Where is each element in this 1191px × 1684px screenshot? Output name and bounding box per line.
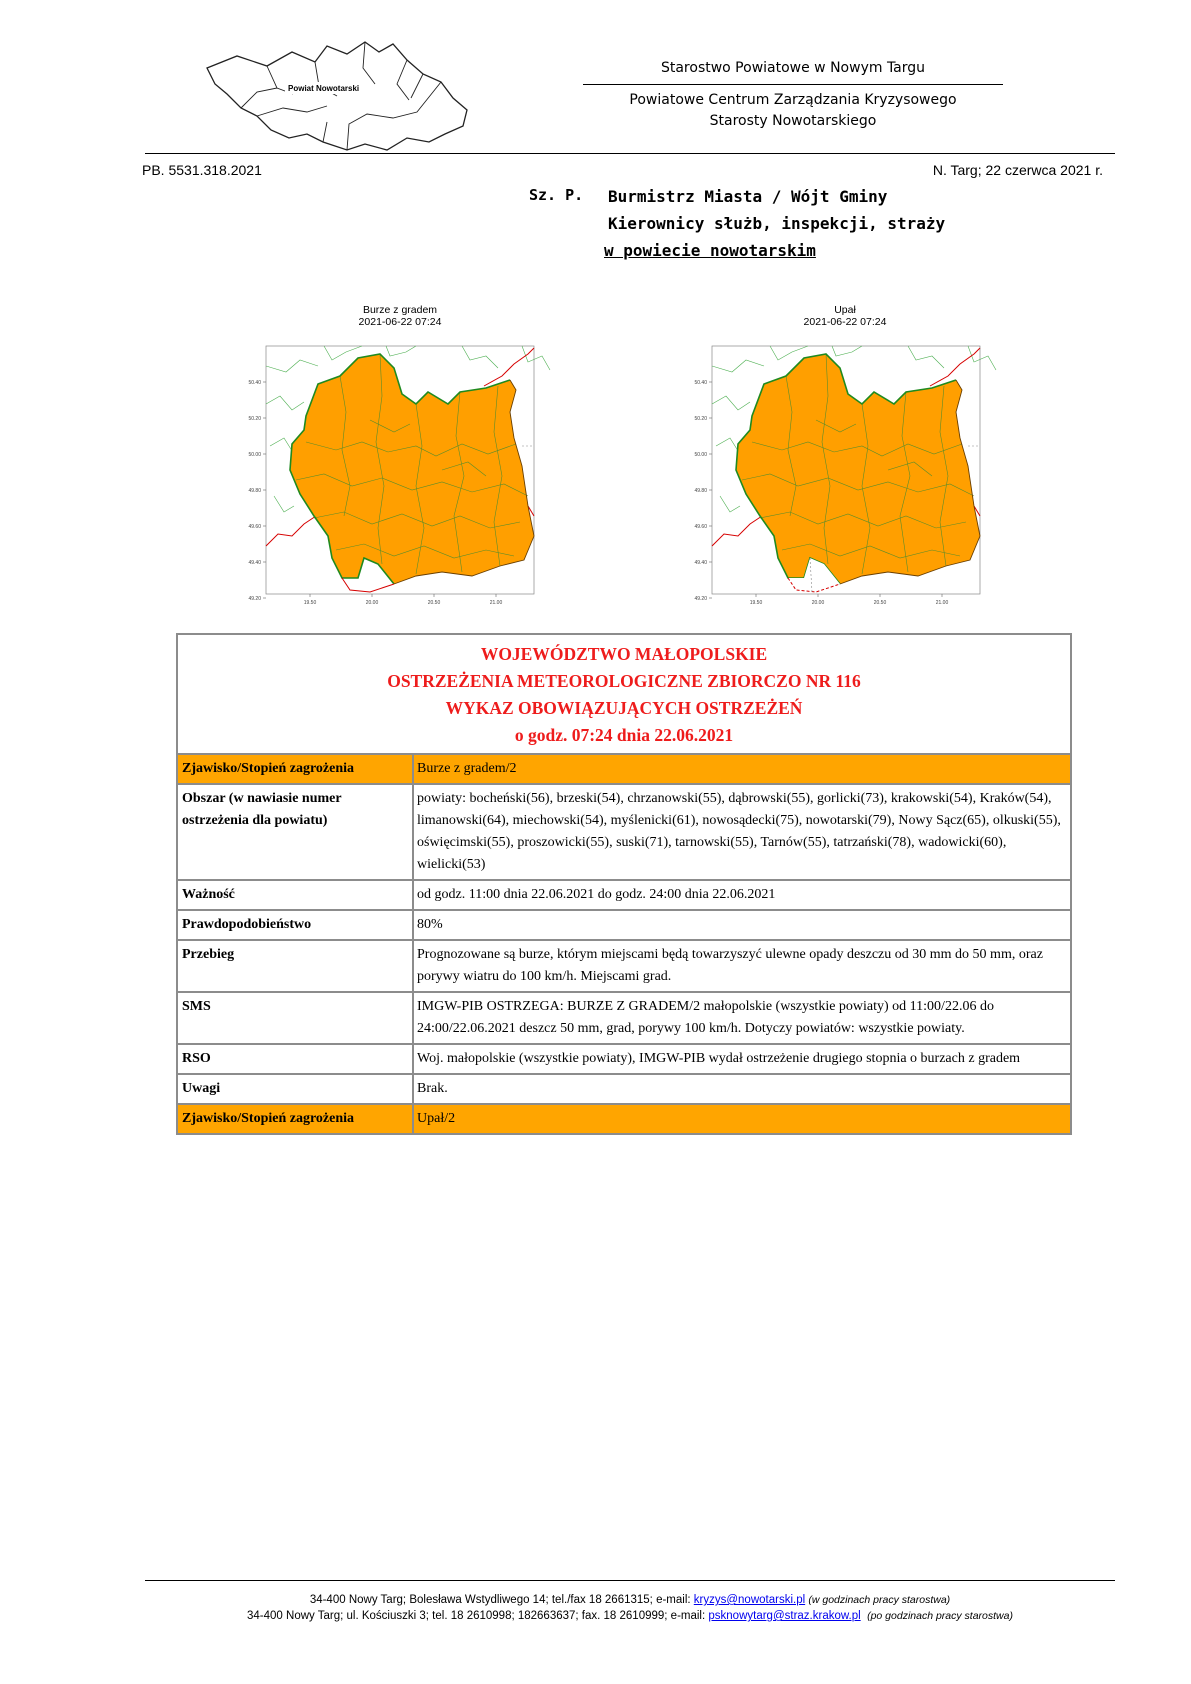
powiat-nowotarski-logo bbox=[197, 38, 487, 153]
row-label: Przebieg bbox=[178, 941, 414, 991]
row-label: Zjawisko/Stopień zagrożenia bbox=[178, 755, 414, 783]
x-tick-label: 19.50 bbox=[303, 600, 317, 606]
warning-heading-time: o godz. 07:24 dnia 22.06.2021 bbox=[514, 725, 734, 745]
row-value: Woj. małopolskie (wszystkie powiaty), IMGW-PIB wydał ostrzeżenie drugiego stopnia o burzach z gradem bbox=[417, 1051, 1021, 1066]
warning-rows bbox=[178, 753, 1070, 1133]
row-value: od godz. 11:00 dnia 22.06.2021 do godz. 24:00 dnia 22.06.2021 bbox=[417, 887, 776, 902]
table-row bbox=[178, 1043, 1070, 1073]
table-row bbox=[178, 753, 1070, 783]
footer-email-1[interactable]: kryzys@nowotarski.pl bbox=[693, 1594, 806, 1606]
department-line-1: Powiatowe Centrum Zarządzania Kryzysowego bbox=[629, 92, 957, 108]
row-value: Prognozowane są burze, którym miejscami będą towarzyszyć ulewne opady deszczu od 30 mm do 50 mm, oraz porywy wiatru do 100 km/h. Miejscami grad. bbox=[417, 947, 1043, 984]
footer-address-2: 34-400 Nowy Targ; ul. Kościuszki 3; tel. 18 2610998; 182663637; fax. 18 2610999; e-mail: bbox=[247, 1610, 709, 1622]
footer-line-2 bbox=[145, 1608, 1115, 1624]
y-tick-label: 49.60 bbox=[694, 524, 707, 530]
y-tick-label: 50.40 bbox=[694, 380, 707, 386]
reference-number: PB. 5531.318.2021 bbox=[142, 162, 262, 178]
table-row bbox=[178, 1103, 1070, 1133]
table-row bbox=[178, 909, 1070, 939]
org-name: Starostwo Powiatowe w Nowym Targu bbox=[660, 60, 926, 76]
department-line-2: Starosty Nowotarskiego bbox=[709, 113, 877, 129]
y-tick-label: 50.00 bbox=[248, 452, 261, 458]
y-tick-label: 50.00 bbox=[694, 452, 707, 458]
warning-map-thunderstorms bbox=[244, 342, 559, 624]
addressee-line-3: w powiecie nowotarskim bbox=[604, 241, 816, 260]
warning-heading-bulletin: OSTRZEŻENIA METEOROLOGICZNE ZBIORCZO NR 116 bbox=[387, 671, 861, 691]
y-tick-label: 49.20 bbox=[248, 596, 261, 602]
row-label: RSO bbox=[178, 1045, 414, 1073]
table-row bbox=[178, 939, 1070, 991]
footer-line-1 bbox=[145, 1592, 1115, 1608]
map-2-title-text: Upał bbox=[834, 304, 856, 316]
row-value: Brak. bbox=[417, 1081, 448, 1096]
table-row bbox=[178, 879, 1070, 909]
row-value: powiaty: bocheński(56), brzeski(54), chrzanowski(55), dąbrowski(55), gorlicki(73), krakowski(54), Kraków(54), limanowski(64), miechowski(54), myślenicki(61), nowosądecki(75), nowotarski(79), Nowy Sącz(65), olkuski(55), oświęcimski(55), proszowicki(55), suski(71), tarnowski(55), Tarnów(55), tatrzański(78), wadowicki(60), wielicki(53) bbox=[417, 791, 1061, 872]
row-label: Prawdopodobieństwo bbox=[178, 911, 414, 939]
footer-note-2: (po godzinach pracy starostwa) bbox=[867, 1610, 1013, 1622]
y-tick-label: 50.40 bbox=[248, 380, 261, 386]
footer-address-1: 34-400 Nowy Targ; Bolesława Wstydliwego 14; tel./fax 18 2661315; e-mail: bbox=[309, 1594, 694, 1606]
map-1-title-text: Burze z gradem bbox=[362, 304, 438, 316]
map-2-timestamp: 2021-06-22 07:24 bbox=[803, 316, 887, 328]
y-tick-label: 49.60 bbox=[248, 524, 261, 530]
document-date: N. Targ; 22 czerwca 2021 r. bbox=[932, 162, 1103, 178]
row-label: Uwagi bbox=[178, 1075, 414, 1103]
map-1-timestamp: 2021-06-22 07:24 bbox=[358, 316, 442, 328]
warning-table bbox=[176, 633, 1072, 1135]
footer-divider bbox=[145, 1580, 1115, 1581]
warning-heading bbox=[178, 635, 1070, 753]
table-row bbox=[178, 991, 1070, 1043]
map-1-title bbox=[300, 304, 500, 328]
x-tick-label: 21.00 bbox=[489, 600, 503, 606]
x-tick-label: 20.50 bbox=[873, 600, 887, 606]
y-tick-label: 49.40 bbox=[248, 560, 261, 566]
footer-note-1: (w godzinach pracy starostwa) bbox=[808, 1594, 951, 1606]
x-tick-label: 20.00 bbox=[365, 600, 379, 606]
warning-heading-list: WYKAZ OBOWIĄZUJĄCYCH OSTRZEŻEŃ bbox=[445, 698, 803, 718]
x-tick-label: 21.00 bbox=[935, 600, 949, 606]
addressee-line-1: Burmistrz Miasta / Wójt Gminy bbox=[608, 187, 888, 206]
salutation: Sz. P. bbox=[529, 186, 584, 204]
warning-heading-voivodeship: WOJEWÓDZTWO MAŁOPOLSKIE bbox=[480, 644, 768, 664]
y-tick-label: 49.20 bbox=[694, 596, 707, 602]
table-row bbox=[178, 1073, 1070, 1103]
x-tick-label: 20.50 bbox=[427, 600, 441, 606]
map-2-title bbox=[745, 304, 945, 328]
addressee-line-2: Kierownicy służb, inspekcji, straży bbox=[608, 214, 946, 233]
row-label: Zjawisko/Stopień zagrożenia bbox=[178, 1105, 414, 1133]
header-divider-short bbox=[583, 84, 1003, 85]
row-value: Burze z gradem/2 bbox=[414, 755, 1070, 783]
footer-email-2[interactable]: psknowytarg@straz.krakow.pl bbox=[708, 1610, 861, 1622]
table-row bbox=[178, 783, 1070, 879]
y-tick-label: 49.80 bbox=[248, 488, 261, 494]
row-value: IMGW-PIB OSTRZEGA: BURZE Z GRADEM/2 małopolskie (wszystkie powiaty) od 11:00/22.06 do 24:00/22.06.2021 deszcz 50 mm, grad, porywy 100 km/h. Dotyczy powiatów: wszystkie powiaty. bbox=[417, 999, 994, 1036]
row-value: 80% bbox=[417, 917, 443, 932]
y-tick-label: 49.40 bbox=[694, 560, 707, 566]
header-divider bbox=[145, 153, 1115, 154]
row-label: Obszar (w nawiasie numer ostrzeżenia dla powiatu) bbox=[178, 785, 414, 879]
org-department bbox=[583, 90, 1003, 132]
logo-text: Powiat Nowotarski bbox=[288, 84, 360, 93]
y-tick-label: 49.80 bbox=[694, 488, 707, 494]
y-tick-label: 50.20 bbox=[248, 416, 261, 422]
x-tick-label: 20.00 bbox=[811, 600, 825, 606]
y-tick-label: 50.20 bbox=[694, 416, 707, 422]
row-label: Ważność bbox=[178, 881, 414, 909]
warning-map-heat bbox=[690, 342, 1005, 624]
row-value: Upał/2 bbox=[414, 1105, 1070, 1133]
row-label: SMS bbox=[178, 993, 414, 1043]
x-tick-label: 19.50 bbox=[749, 600, 763, 606]
